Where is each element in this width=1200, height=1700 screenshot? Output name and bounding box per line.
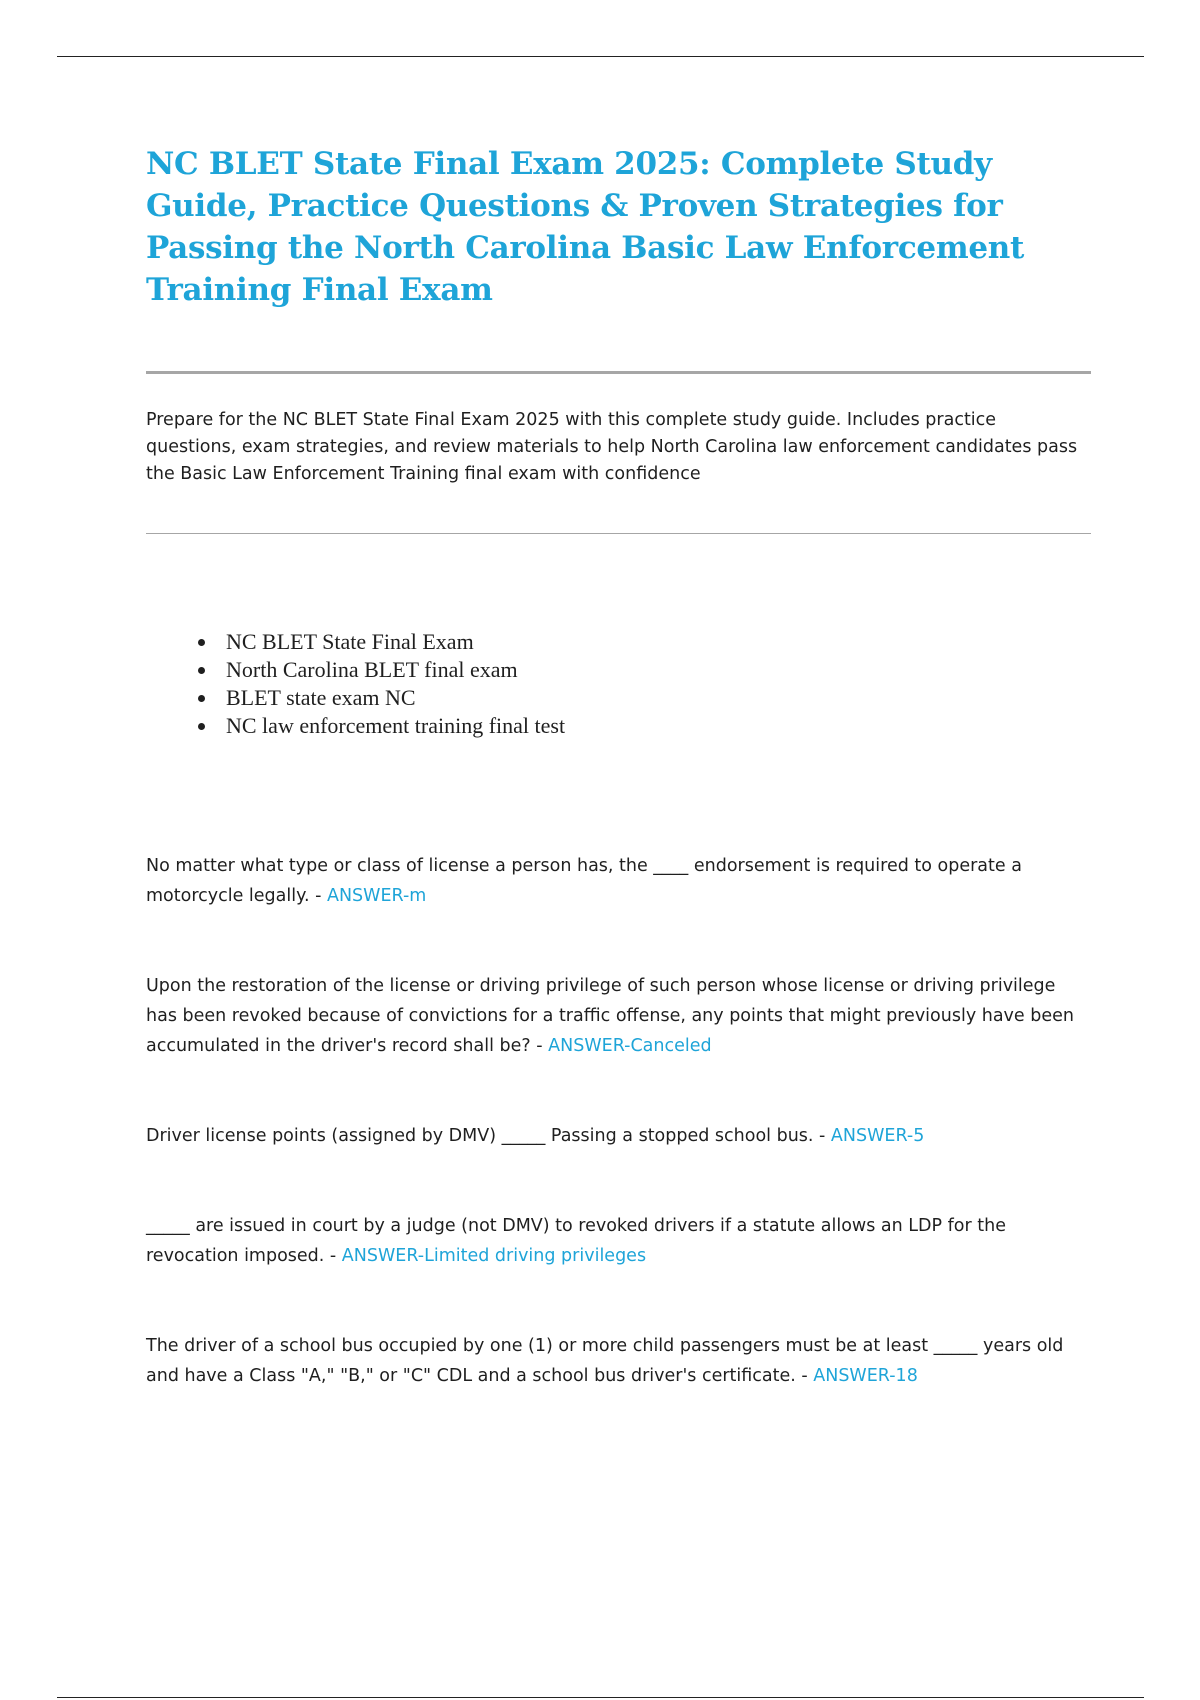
answer-text: ANSWER-18 [813,1366,918,1386]
answer-text: ANSWER-Canceled [548,1036,712,1056]
keyword-item: • NC BLET State Final Exam [218,628,1091,656]
keyword-item: • North Carolina BLET final exam [218,656,1091,684]
question-list [146,851,1091,1391]
intro-paragraph: Prepare for the NC BLET State Final Exam 2025 with this complete study guide. Includes practice questions, exam strategies, and review materials to help North Carolina law enforcement candidates pass the Basic Law Enforcement Training final exam with confidence [146,410,1078,484]
question-item [146,971,1091,1061]
question-item [146,1211,1091,1271]
answer-text: ANSWER-Limited driving privileges [341,1246,647,1266]
question-text: No matter what type or class of license a person has, the ____ endorsement is required to operate a motorcycle legally. - [146,856,1022,906]
question-item [146,851,1091,911]
title-divider [146,371,1091,374]
question-text: Upon the restoration of the license or driving privilege of such person whose license or driving privilege has been revoked because of convictions for a traffic offense, any points that might previously have been accumulated in the driver's record shall be? - [146,976,1074,1056]
keyword-list [146,628,1091,740]
question-text: The driver of a school bus occupied by one (1) or more child passengers must be at least _____ years old and have a Class "A," "B," or "C" CDL and a school bus driver's certificate. - [146,1336,1064,1386]
question-text: _____ are issued in court by a judge (not DMV) to revoked drivers if a statute allows an LDP for the revocation imposed. - [146,1216,1006,1266]
intro-divider [146,533,1091,534]
question-text: Driver license points (assigned by DMV) _____ Passing a stopped school bus. - [146,1126,831,1146]
keyword-item: • NC law enforcement training final test [218,712,1091,740]
answer-text: ANSWER-5 [830,1126,925,1146]
question-item [146,1121,1091,1151]
document-title: NC BLET State Final Exam 2025: Complete Study Guide, Practice Questions & Proven Strategies for Passing the North Carolina Basic Law Enforcement Training Final Exam [146,146,1025,308]
question-item [146,1331,1091,1391]
page-bottom-rule [57,1697,1144,1698]
answer-text: ANSWER-m [326,886,427,906]
keyword-item: • BLET state exam NC [218,684,1091,712]
page-top-rule [57,56,1144,57]
document-body [146,143,1091,1391]
